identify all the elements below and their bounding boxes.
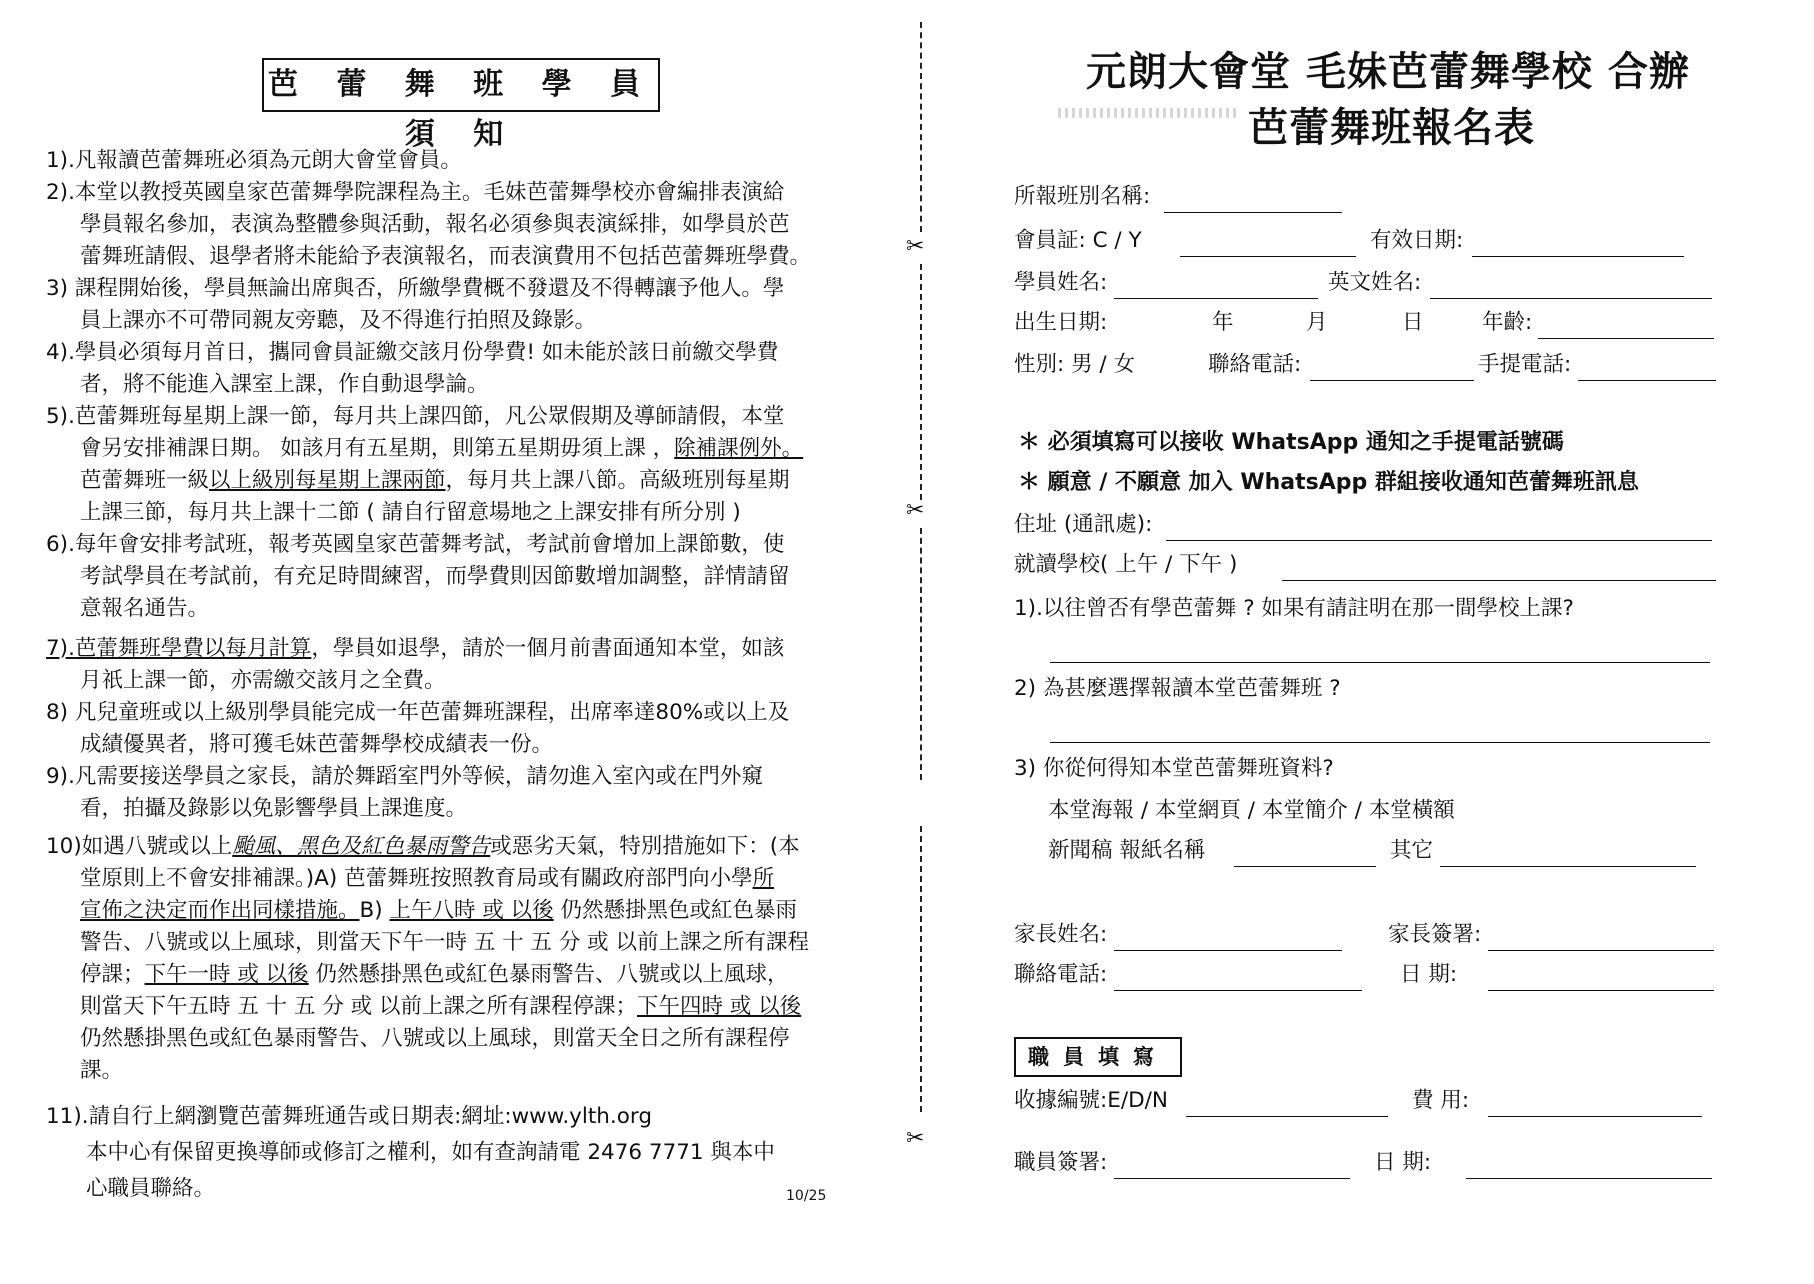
rule-11-line-2: 本中心有保留更換導師或修訂之權利，如有查詢請電 2476 7771 與本中 bbox=[86, 1140, 775, 1165]
scissors-icon: ✂ bbox=[906, 498, 925, 523]
scissors-icon: ✂ bbox=[906, 234, 925, 259]
scan-smudge bbox=[1058, 108, 1238, 118]
rule-8-line-2: 成績優異者，將可獲毛妹芭蕾舞學校成績表一份。 bbox=[80, 732, 554, 757]
contact-phone-field[interactable] bbox=[1310, 380, 1474, 381]
rule-8-line-1: 8) 凡兒童班或以上級別學員能完成一年芭蕾舞班課程，出席率達80%或以上及 bbox=[46, 700, 790, 725]
dob-year-label: 年 bbox=[1212, 310, 1234, 335]
question-3: 3) 你從何得知本堂芭蕾舞班資料? bbox=[1014, 756, 1334, 781]
student-name-label: 學員姓名: bbox=[1014, 270, 1108, 295]
newspaper-name-field[interactable] bbox=[1234, 866, 1376, 867]
address-label: 住址 (通訊處): bbox=[1014, 512, 1153, 537]
rule-11-line-1: 11).請自行上網瀏覽芭蕾舞班通告或日期表:網址:www.ylth.org bbox=[46, 1104, 653, 1129]
question-2: 2) 為甚麼選擇報讀本堂芭蕾舞班 ? bbox=[1014, 676, 1341, 701]
question-3-news-label: 新聞稿 報紙名稱 bbox=[1048, 838, 1206, 863]
parent-name-label: 家長姓名: bbox=[1014, 922, 1108, 947]
gender-label: 性別: 男 / 女 bbox=[1014, 352, 1135, 377]
cut-line-segment bbox=[920, 22, 922, 232]
age-label: 年齡: bbox=[1482, 310, 1533, 335]
valid-date-label: 有效日期: bbox=[1370, 228, 1464, 253]
student-name-field[interactable] bbox=[1114, 298, 1318, 299]
rule-10-line-7: 仍然懸掛黑色或紅色暴雨警告、八號或以上風球，則當天全日之所有課程停 bbox=[80, 1026, 790, 1051]
valid-date-field[interactable] bbox=[1472, 256, 1684, 257]
english-name-label: 英文姓名: bbox=[1328, 270, 1422, 295]
rule-6-line-2: 考試學員在考試前，有充足時間練習，而學費則因節數增加調整，詳情請留 bbox=[80, 564, 790, 589]
parent-phone-field[interactable] bbox=[1114, 990, 1362, 991]
school-label: 就讀學校( 上午 / 下午 ) bbox=[1014, 552, 1238, 577]
rule-5-line-2: 會另安排補課日期。 如該月有五星期，則第五星期毋須上課 ，除補課例外。 bbox=[80, 436, 804, 461]
member-card-field[interactable] bbox=[1180, 256, 1356, 257]
whatsapp-note: ＊ 必須填寫可以接收 WhatsApp 通知之手提電話號碼 bbox=[1018, 430, 1564, 455]
question-3-other-label: 其它 bbox=[1390, 838, 1434, 863]
staff-use-box: 職員填寫 bbox=[1014, 1037, 1182, 1077]
staff-date-field[interactable] bbox=[1466, 1178, 1712, 1179]
rule-10-line-5: 停課；下午一時 或 以後 仍然懸掛黑色或紅色暴雨警告、八號或以上風球， bbox=[80, 962, 789, 987]
other-source-field[interactable] bbox=[1440, 866, 1696, 867]
dob-month-label: 月 bbox=[1306, 310, 1328, 335]
rule-10-line-2: 堂原則上不會安排補課。)A) 芭蕾舞班按照教育局或有關政府部門向小學所 bbox=[80, 866, 775, 891]
rule-10-line-6: 則當天下午五時 五 十 五 分 或 以前上課之所有課程停課；下午四時 或 以後 bbox=[80, 994, 802, 1019]
address-field[interactable] bbox=[1166, 540, 1712, 541]
rule-7-line-2: 月祇上課一節，亦需繳交該月之全費。 bbox=[80, 668, 446, 693]
notice-title: 芭 蕾 舞 班 學 員 須 知 bbox=[262, 58, 660, 112]
rule-7-line-1: 7).芭蕾舞班學費以每月計算，學員如退學，請於一個月前書面通知本堂，如該 bbox=[46, 636, 785, 661]
scissors-icon: ✂ bbox=[906, 1126, 925, 1151]
cut-line-segment bbox=[920, 528, 922, 780]
rule-11-line-3: 心職員聯絡。 bbox=[86, 1176, 216, 1201]
parent-date-field[interactable] bbox=[1488, 990, 1714, 991]
rule-10-line-8: 課。 bbox=[80, 1058, 124, 1083]
parent-phone-label: 聯絡電話: bbox=[1014, 962, 1108, 987]
rule-5-line-3: 芭蕾舞班一級以上級別每星期上課兩節，每月共上課八節。高級班別每星期 bbox=[80, 468, 790, 493]
form-org-title: 元朗大會堂 毛妹芭蕾舞學校 合辦 bbox=[1086, 48, 1690, 95]
parent-name-field[interactable] bbox=[1114, 950, 1342, 951]
rule-6-line-1: 6).每年會安排考試班，報考英國皇家芭蕾舞考試，考試前會增加上課節數，使 bbox=[46, 532, 785, 557]
member-card-label: 會員証: C / Y bbox=[1014, 228, 1142, 253]
rule-2-line-1: 2).本堂以教授英國皇家芭蕾舞學院課程為主。毛妹芭蕾舞學校亦會編排表演給 bbox=[46, 180, 785, 205]
cut-line-segment bbox=[920, 264, 922, 500]
contact-phone-label: 聯絡電話: bbox=[1208, 352, 1302, 377]
staff-date-label: 日 期: bbox=[1374, 1150, 1432, 1175]
cut-line-segment bbox=[920, 826, 922, 1112]
rule-3-line-2: 員上課亦不可帶同親友旁聽，及不得進行拍照及錄影。 bbox=[80, 308, 597, 333]
rule-10-line-4: 警告、八號或以上風球，則當天下午一時 五 十 五 分 或 以前上課之所有課程 bbox=[80, 930, 810, 955]
rule-5-line-1: 5).芭蕾舞班每星期上課一節，每月共上課四節，凡公眾假期及導師請假，本堂 bbox=[46, 404, 785, 429]
rule-1: 1).凡報讀芭蕾舞班必須為元朗大會堂會員。 bbox=[46, 148, 462, 173]
parent-signature-label: 家長簽署: bbox=[1388, 922, 1482, 947]
staff-signature-label: 職員簽署: bbox=[1014, 1150, 1108, 1175]
age-field[interactable] bbox=[1538, 338, 1714, 339]
receipt-number-field[interactable] bbox=[1186, 1116, 1388, 1117]
dob-label: 出生日期: bbox=[1014, 310, 1108, 335]
question-3-options: 本堂海報 / 本堂網頁 / 本堂簡介 / 本堂橫額 bbox=[1048, 798, 1455, 823]
mobile-phone-field[interactable] bbox=[1578, 380, 1716, 381]
parent-signature-field[interactable] bbox=[1488, 950, 1714, 951]
class-name-label: 所報班別名稱: bbox=[1014, 184, 1151, 209]
question-2-answer[interactable] bbox=[1050, 742, 1710, 743]
school-field[interactable] bbox=[1282, 580, 1716, 581]
form-title: 芭蕾舞班報名表 bbox=[1248, 104, 1535, 151]
mobile-phone-label: 手提電話: bbox=[1478, 352, 1572, 377]
question-1: 1).以往曾否有學芭蕾舞 ? 如果有請註明在那一間學校上課? bbox=[1014, 596, 1574, 621]
rule-9-line-2: 看，拍攝及錄影以免影響學員上課進度。 bbox=[80, 796, 468, 821]
english-name-field[interactable] bbox=[1430, 298, 1712, 299]
rule-6-line-3: 意報名通告。 bbox=[80, 596, 210, 621]
parent-date-label: 日 期: bbox=[1400, 962, 1458, 987]
fee-label: 費 用: bbox=[1412, 1088, 1470, 1113]
staff-signature-field[interactable] bbox=[1114, 1178, 1350, 1179]
rule-2-line-3: 蕾舞班請假、退學者將未能給予表演報名，而表演費用不包括芭蕾舞班學費。 bbox=[80, 244, 812, 269]
rule-4-line-1: 4).學員必須每月首日，攜同會員証繳交該月份學費! 如未能於該日前繳交學費 bbox=[46, 340, 779, 365]
dob-day-label: 日 bbox=[1402, 310, 1424, 335]
page-number: 10/25 bbox=[786, 1188, 827, 1204]
rule-2-line-2: 學員報名參加，表演為整體參與活動，報名必須參與表演綵排，如學員於芭 bbox=[80, 212, 790, 237]
rule-10-line-1: 10)如遇八號或以上颱風、黑色及紅色暴雨警告或惡劣天氣，特別措施如下：(本 bbox=[46, 834, 800, 859]
question-1-answer[interactable] bbox=[1050, 662, 1710, 663]
rule-9-line-1: 9).凡需要接送學員之家長，請於舞蹈室門外等候，請勿進入室內或在門外窺 bbox=[46, 764, 763, 789]
rule-3-line-1: 3) 課程開始後，學員無論出席與否，所繳學費概不發還及不得轉讓予他人。學 bbox=[46, 276, 785, 301]
rule-4-line-2: 者，將不能進入課室上課，作自動退學論。 bbox=[80, 372, 489, 397]
fee-field[interactable] bbox=[1488, 1116, 1702, 1117]
whatsapp-group-note: ＊ 願意 / 不願意 加入 WhatsApp 群組接收通知芭蕾舞班訊息 bbox=[1018, 470, 1639, 495]
receipt-number-label: 收據編號:E/D/N bbox=[1014, 1088, 1168, 1113]
rule-10-line-3: 宣佈之決定而作出同樣措施。B) 上午八時 或 以後 仍然懸掛黑色或紅色暴雨 bbox=[80, 898, 798, 923]
rule-5-line-4: 上課三節，每月共上課十二節 ( 請自行留意場地之上課安排有所分別 ) bbox=[80, 500, 741, 525]
class-name-field[interactable] bbox=[1164, 212, 1342, 213]
